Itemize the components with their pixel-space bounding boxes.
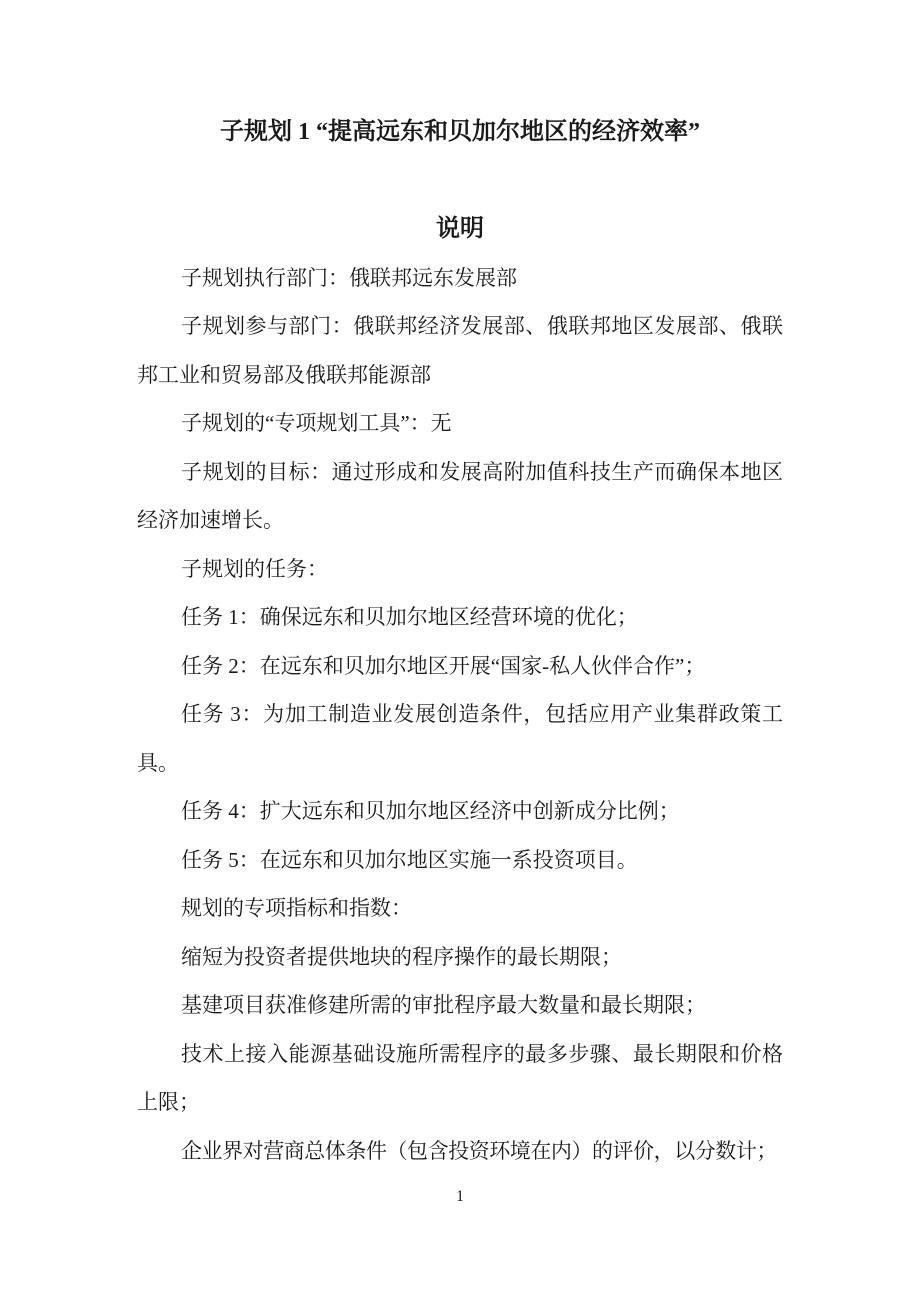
paragraph: 任务 2：在远东和贝加尔地区开展“国家-私人伙伴合作”；: [181, 653, 706, 678]
paragraph: 子规划的任务：: [181, 556, 328, 581]
spacer-line: [137, 157, 783, 206]
section-heading: 说明: [436, 216, 484, 242]
paragraph: 规划的专项指标和指数：: [181, 896, 412, 920]
paragraph: 子规划参与部门：俄联邦经济发展部、俄联邦地区发展部、俄联邦工业和贸易部及俄联邦能源部: [137, 314, 783, 387]
page-footer: [0, 1186, 920, 1208]
paragraph: 基建项目获准修建所需的审批程序最大数量和最长期限；: [181, 993, 706, 1017]
paragraph: 子规划的“专项规划工具”：无: [181, 411, 452, 435]
paragraph: 缩短为投资者提供地块的程序操作的最长期限；: [181, 944, 622, 969]
paragraph: 任务 4：扩大远东和贝加尔地区经济中创新成分比例；: [181, 799, 680, 823]
paragraph: 技术上接入能源基础设施所需程序的最多步骤、最长期限和价格上限；: [137, 1041, 783, 1114]
page-number: 1: [456, 1188, 464, 1205]
paragraph: 任务 3：为加工制造业发展创造条件，包括应用产业集群政策工具。: [137, 702, 783, 775]
paragraph: 子规划的目标：通过形成和发展高附加值科技生产而确保本地区经济加速增长。: [137, 459, 783, 532]
document-body: [137, 254, 783, 1176]
paragraph: 子规划执行部门：俄联邦远东发展部: [181, 265, 517, 290]
document-title: 子规划 1 “提高远东和贝加尔地区的经济效率”: [220, 119, 700, 145]
paragraph: 任务 5：在远东和贝加尔地区实施一系投资项目。: [181, 847, 638, 872]
paragraph: 企业界对营商总体条件（包含投资环境在内）的评价，以分数计；: [181, 1138, 777, 1163]
paragraph: 任务 1：确保远东和贝加尔地区经营环境的优化；: [181, 605, 638, 629]
